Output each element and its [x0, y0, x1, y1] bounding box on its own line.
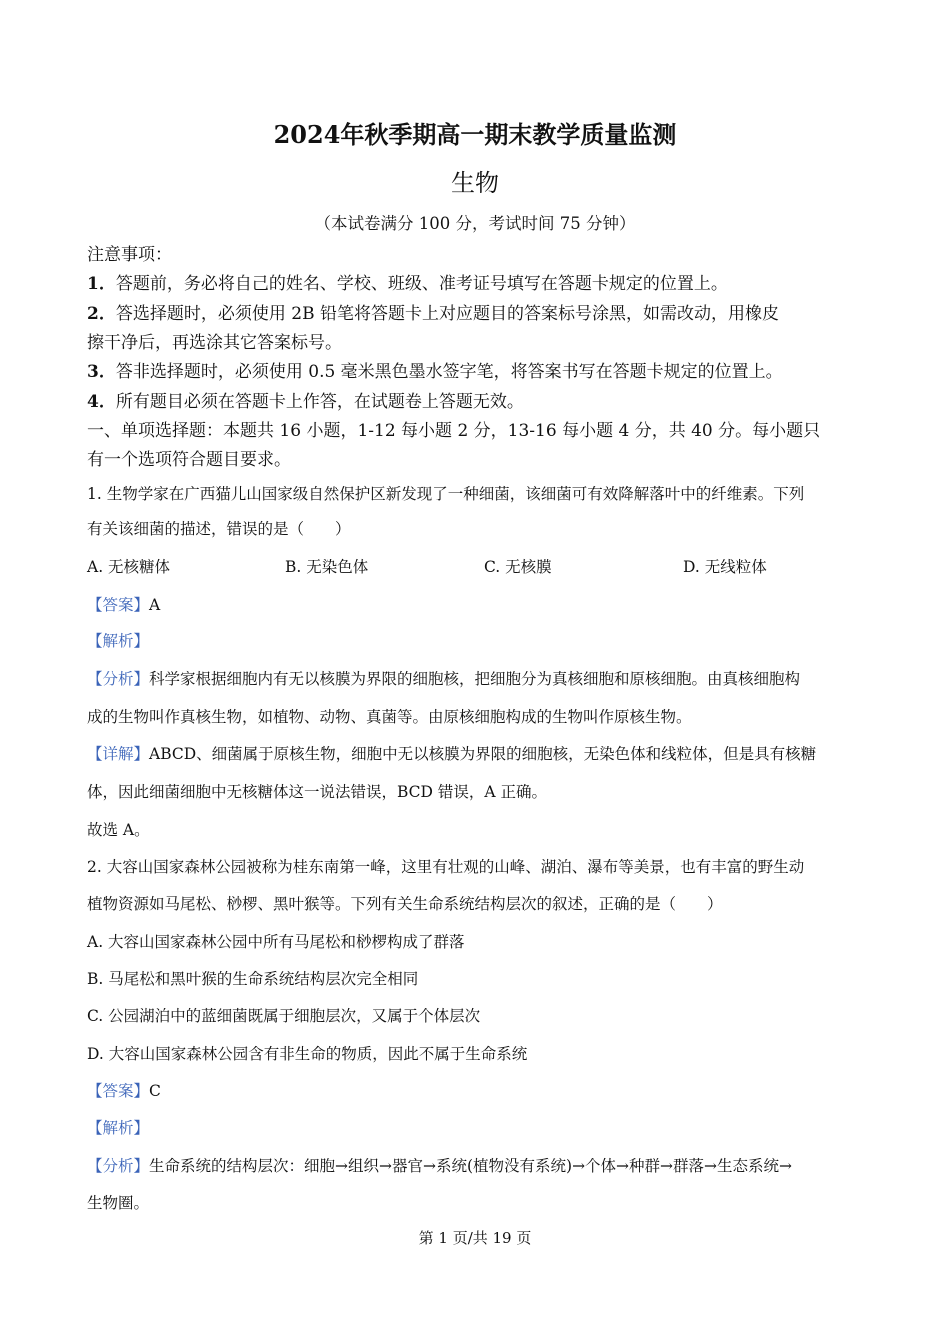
q1-option-b: B. 无染色体	[285, 558, 369, 576]
q2-fenxi: 【分析】生命系统的结构层次：细胞→组织→器官→系统(植物没有系统)→个体→种群→群落→生态系统→	[87, 1157, 793, 1175]
instruction-1: 1．答题前，务必将自己的姓名、学校、班级、准考证号填写在答题卡规定的位置上。	[87, 274, 728, 294]
q1-answer: 【答案】A	[87, 596, 161, 614]
q1-option-a: A. 无核糖体	[87, 558, 171, 576]
section-heading: 一、单项选择题：本题共 16 小题，1-12 每小题 2 分，13-16 每小题 4 分，共 40 分。每小题只	[87, 421, 821, 441]
q2-answer: 【答案】C	[87, 1082, 161, 1100]
q1-xiangjie: 【详解】ABCD、细菌属于原核生物，细胞中无以核膜为界限的细胞核，无染色体和线粒体，但是具有核糖	[87, 745, 817, 763]
question-1-stem-cont: 有关该细菌的描述，错误的是（ ）	[87, 520, 351, 538]
q2-analysis-label: 【解析】	[87, 1119, 150, 1137]
question-2-stem-cont: 植物资源如马尾松、桫椤、黑叶猴等。下列有关生命系统结构层次的叙述，正确的是（ ）	[87, 895, 723, 913]
q1-fenxi-cont: 成的生物叫作真核生物，如植物、动物、真菌等。由原核细胞构成的生物叫作原核生物。	[87, 708, 692, 726]
page-footer: 第 1 页/共 19 页	[418, 1229, 532, 1247]
instruction-2-cont: 擦干净后，再选涂其它答案标号。	[87, 333, 342, 353]
q1-analysis-label: 【解析】	[87, 632, 150, 650]
q1-option-c: C. 无核膜	[484, 558, 552, 576]
q2-option-a: A. 大容山国家森林公园中所有马尾松和桫椤构成了群落	[87, 933, 465, 951]
q1-xiangjie-cont: 体，因此细菌细胞中无核糖体这一说法错误，BCD 错误，A 正确。	[87, 783, 548, 801]
exam-title: 2024年秋季期高一期末教学质量监测	[273, 120, 677, 149]
question-2-stem: 2. 大容山国家森林公园被称为桂东南第一峰，这里有壮观的山峰、湖泊、瀑布等美景，也有丰富的野生动	[87, 858, 805, 876]
question-1-stem: 1. 生物学家在广西猫儿山国家级自然保护区新发现了一种细菌，该细菌可有效降解落叶中的纤维素。下列	[87, 485, 805, 503]
section-heading-cont: 有一个选项符合题目要求。	[87, 450, 291, 470]
subject-title: 生物	[451, 169, 499, 197]
instructions-heading: 注意事项：	[87, 245, 172, 265]
q1-conclusion: 故选 A。	[87, 821, 150, 839]
q2-fenxi-cont: 生物圈。	[87, 1194, 150, 1212]
q1-fenxi: 【分析】科学家根据细胞内有无以核膜为界限的细胞核，把细胞分为真核细胞和原核细胞。由真核细胞构	[87, 670, 801, 688]
instruction-4: 4．所有题目必须在答题卡上作答，在试题卷上答题无效。	[87, 392, 524, 412]
exam-note: （本试卷满分 100 分，考试时间 75 分钟）	[314, 214, 636, 233]
q1-option-d: D. 无线粒体	[683, 558, 767, 576]
instruction-3: 3．答非选择题时，必须使用 0.5 毫米黑色墨水签字笔，将答案书写在答题卡规定的位置上。	[87, 362, 783, 382]
q2-option-b: B. 马尾松和黑叶猴的生命系统结构层次完全相同	[87, 970, 419, 988]
instruction-2: 2．答选择题时，必须使用 2B 铅笔将答题卡上对应题目的答案标号涂黑，如需改动，用橡皮	[87, 304, 779, 324]
q2-option-c: C. 公园湖泊中的蓝细菌既属于细胞层次，又属于个体层次	[87, 1007, 481, 1025]
q2-option-d: D. 大容山国家森林公园含有非生命的物质，因此不属于生命系统	[87, 1045, 528, 1063]
